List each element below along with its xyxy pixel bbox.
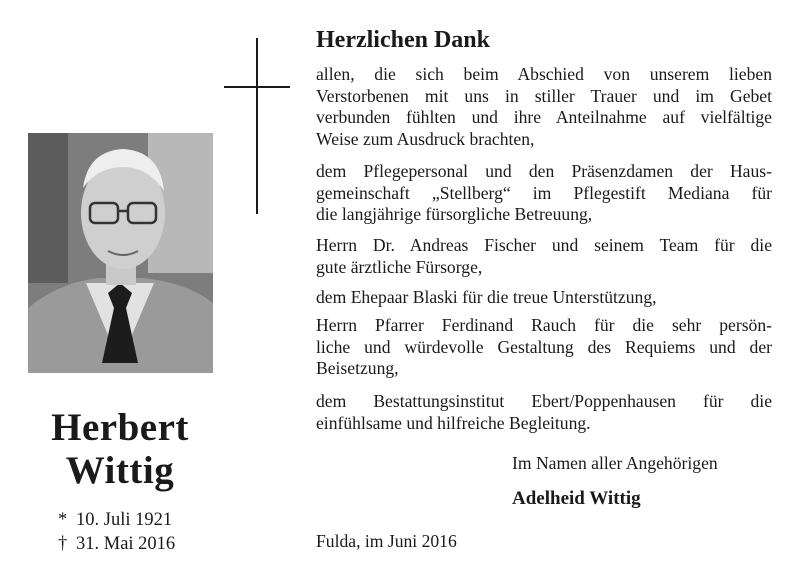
text-line: Herrn Dr. Andreas Fischer und seinem Team für die: [316, 235, 772, 255]
thanks-paragraph-4: [316, 287, 772, 309]
thanks-paragraph-1: [316, 64, 772, 150]
deceased-last-name: Wittig: [65, 449, 175, 492]
signature-name: Adelheid Wittig: [512, 488, 641, 509]
text-line: liche und würdevolle Gestaltung des Requiems und der: [316, 336, 772, 357]
text-line: Verstorbenen mit uns in stiller Trauer und im Gebet: [316, 85, 772, 106]
text-line: allen, die sich beim Abschied von unserem lieben: [316, 64, 772, 84]
death-cross-icon: †: [58, 534, 68, 554]
thanks-heading: Herzlichen Dank: [316, 27, 490, 53]
text-line: dem Bestattungsinstitut Ebert/Poppenhausen für die: [316, 391, 772, 411]
text-line: einfühlsame und hilfreiche Begleitung.: [316, 412, 591, 433]
birth-date-row: [58, 511, 172, 530]
birth-star-icon: *: [58, 510, 68, 530]
thanks-paragraph-5: [316, 315, 772, 380]
cross-icon-bar: [224, 86, 290, 88]
portrait-photo: [28, 133, 213, 373]
signature-intro: Im Namen aller Angehörigen: [512, 453, 718, 473]
thanks-paragraph-6: [316, 391, 772, 434]
text-line: die langjährige fürsorgliche Betreuung,: [316, 204, 593, 224]
cross-icon: [256, 38, 258, 214]
text-line: dem Pflegepersonal und den Präsenzdamen der Haus-: [316, 161, 772, 181]
thanks-paragraph-3: [316, 235, 772, 278]
text-line: gemeinschaft „Stellberg“ im Pflegestift Mediana für: [316, 182, 772, 203]
text-line: Weise zum Ausdruck brachten,: [316, 128, 535, 149]
death-date-row: [58, 535, 175, 554]
death-date: 31. Mai 2016: [76, 534, 176, 554]
text-line: Beisetzung,: [316, 358, 399, 378]
text-line: Herrn Pfarrer Ferdinand Rauch für die sehr persön-: [316, 315, 772, 335]
place-date: Fulda, im Juni 2016: [316, 531, 457, 551]
birth-date: 10. Juli 1921: [76, 510, 173, 530]
text-line: gute ärztliche Fürsorge,: [316, 256, 483, 277]
thanks-paragraph-2: [316, 161, 772, 226]
deceased-first-name: Herbert: [51, 406, 189, 449]
text-line: verbunden fühlten und ihre Anteilnahme auf vielfältige: [316, 107, 772, 127]
text-line: dem Ehepaar Blaski für die treue Unterstützung,: [316, 287, 657, 307]
